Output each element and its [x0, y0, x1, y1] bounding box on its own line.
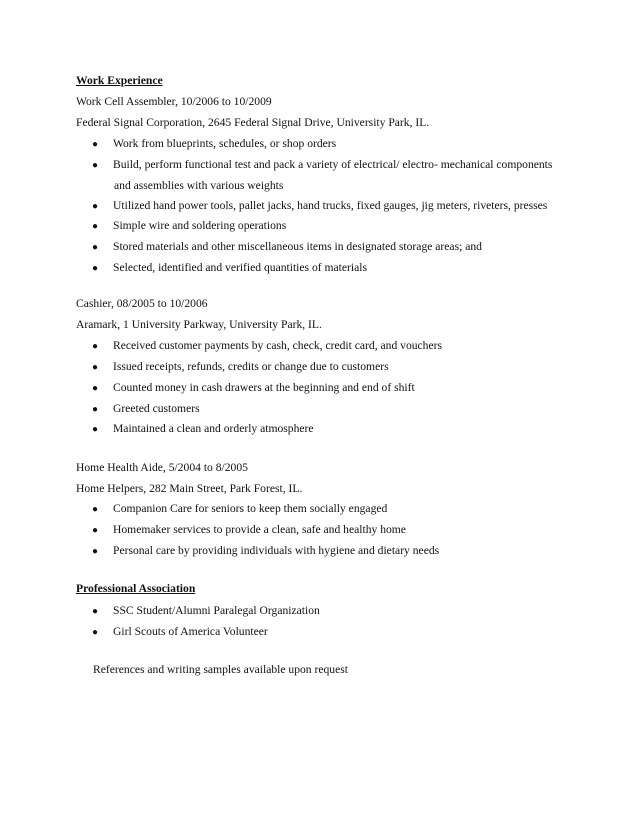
list-item — [92, 199, 547, 214]
bullet-icon: ● — [92, 606, 99, 617]
list-item-continuation — [114, 179, 283, 193]
job-title-line: Home Health Aide, 5/2004 to 8/2005 — [76, 461, 248, 474]
bullet-icon: ● — [92, 362, 99, 373]
duty-text: Maintained a clean and orderly atmosphere — [113, 422, 314, 435]
list-item — [92, 261, 367, 276]
list-item — [92, 137, 336, 152]
duty-text: Greeted customers — [113, 402, 200, 415]
duty-text: and assemblies with various weights — [114, 179, 284, 192]
duty-text: Counted money in cash drawers at the beginning and end of shift — [113, 381, 415, 394]
list-item — [92, 158, 552, 173]
list-item — [92, 219, 286, 234]
list-item — [92, 422, 314, 437]
list-item — [92, 625, 268, 640]
duty-text: Utilized hand power tools, pallet jacks, hand trucks, fixed gauges, jig meters, riveters, presses — [113, 199, 548, 212]
job-title-line: Work Cell Assembler, 10/2006 to 10/2009 — [76, 95, 272, 108]
bullet-icon: ● — [92, 504, 99, 515]
duty-text: Work from blueprints, schedules, or shop orders — [113, 137, 337, 150]
list-item — [92, 381, 415, 396]
list-item — [92, 502, 387, 517]
duty-text: Stored materials and other miscellaneous items in designated storage areas; and — [113, 240, 482, 253]
list-item — [92, 604, 320, 619]
bullet-icon: ● — [92, 160, 99, 171]
references-note: References and writing samples available upon request — [93, 663, 348, 676]
duty-text: Issued receipts, refunds, credits or change due to customers — [113, 360, 389, 373]
list-item — [92, 240, 482, 255]
duty-text: Personal care by providing individuals with hygiene and dietary needs — [113, 544, 440, 557]
bullet-icon: ● — [92, 242, 99, 253]
bullet-icon: ● — [92, 546, 99, 557]
bullet-icon: ● — [92, 341, 99, 352]
bullet-icon: ● — [92, 139, 99, 150]
bullet-icon: ● — [92, 383, 99, 394]
bullet-icon: ● — [92, 263, 99, 274]
section-heading-work-experience: Work Experience — [76, 74, 163, 87]
list-item — [92, 360, 389, 375]
job-employer-line: Federal Signal Corporation, 2645 Federal Signal Drive, University Park, IL. — [76, 116, 430, 129]
bullet-icon: ● — [92, 424, 99, 435]
list-item — [92, 523, 406, 538]
association-text: Girl Scouts of America Volunteer — [113, 625, 268, 638]
job-employer-line: Aramark, 1 University Parkway, University Park, IL. — [76, 318, 322, 331]
job-title-line: Cashier, 08/2005 to 10/2006 — [76, 297, 208, 310]
bullet-icon: ● — [92, 201, 99, 212]
section-heading-professional-association: Professional Association — [76, 582, 196, 595]
bullet-icon: ● — [92, 221, 99, 232]
bullet-icon: ● — [92, 525, 99, 536]
bullet-icon: ● — [92, 627, 99, 638]
duty-text: Companion Care for seniors to keep them socially engaged — [113, 502, 388, 515]
list-item — [92, 339, 442, 354]
association-text: SSC Student/Alumni Paralegal Organization — [113, 604, 320, 617]
duty-text: Build, perform functional test and pack a variety of electrical/ electro- mechanical components — [113, 158, 553, 171]
duty-text: Selected, identified and verified quantities of materials — [113, 261, 368, 274]
duty-text: Simple wire and soldering operations — [113, 219, 287, 232]
duty-text: Received customer payments by cash, check, credit card, and vouchers — [113, 339, 443, 352]
list-item — [92, 544, 439, 559]
list-item — [92, 402, 200, 417]
bullet-icon: ● — [92, 404, 99, 415]
job-employer-line: Home Helpers, 282 Main Street, Park Forest, IL. — [76, 482, 303, 495]
duty-text: Homemaker services to provide a clean, safe and healthy home — [113, 523, 406, 536]
